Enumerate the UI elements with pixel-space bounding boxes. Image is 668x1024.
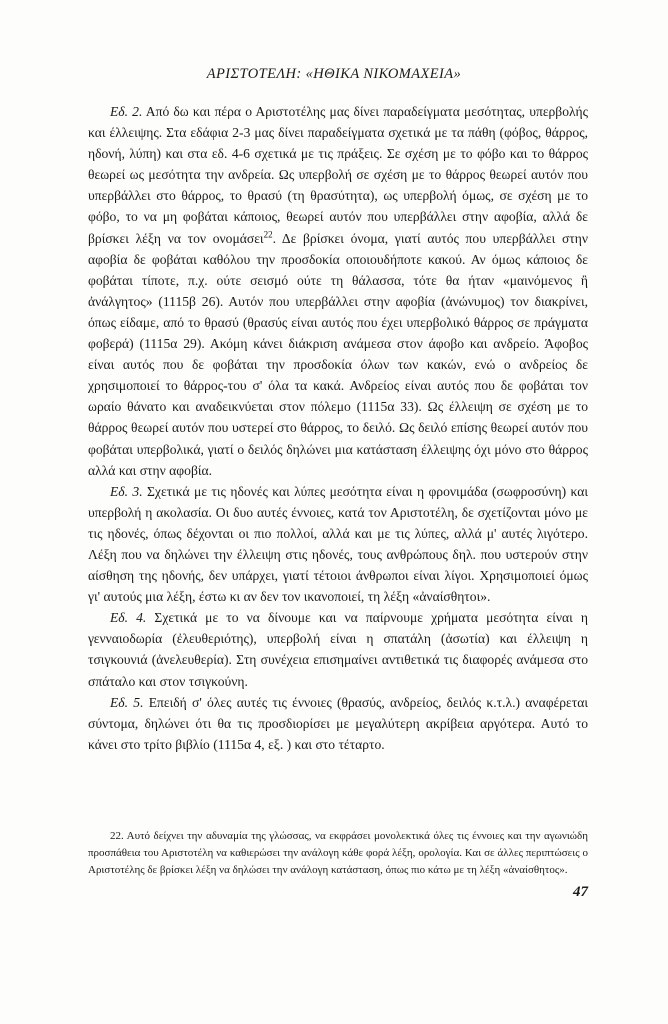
paragraph-ed-4 bbox=[88, 607, 588, 691]
section-label: Εδ. 5. bbox=[110, 694, 144, 710]
paragraph-text: Σχετικά με τις ηδονές και λύπες μεσότητα είναι η φρονιμάδα (σωφροσύνη) και υπερβολή η ακολασία. Οι δυο αυτές έννοιες, κατά τον Αριστοτέλη, δε σχετίζονται μόνο με τις ηδονές, όπως δέχονται οι πιο πολλοί, αλλά και με τις λύπες, αλλά μ' αυτές λιγότερο. Λέξη που να δηλώνει την έλλειψη στις ηδονές, τους ανθρώπους δηλ. που υστερούν στην αίσθηση της ηδονής, δεν υπάρχει, γιατί τέτοιοι άνθρωποι είναι λίγοι. Χρησιμοποιεί όμως γι' αυτούς μια λέξη, έστω κι αν δεν τον ικανοποιεί, τη λέξη «ἀναίσθητοι». bbox=[88, 483, 589, 605]
running-head: ΑΡΙΣΤΟΤΕΛΗ: «ΗΘΙΚΑ ΝΙΚΟΜΑΧΕΙΑ» bbox=[206, 66, 462, 82]
body-text bbox=[88, 101, 588, 755]
paragraph-ed-5 bbox=[88, 692, 588, 755]
paragraph-text-continued: . Δε βρίσκει όνομα, γιατί αυτός που υπερβάλλει στην αφοβία δε φοβάται καθόλου την προσδοκία οποιουδήποτε κακού. Αν όμως κάποιος δε φοβάται τίποτε, π.χ. ούτε σεισμό ούτε τη θάλασσα, τότε θα ήταν «μαινόμενος ἢ ἀνάλγητος» (1115β 26). Αυτόν που υπερβάλλει στην αφοβία (ἀνώνυμος) τον διακρίνει, όπως είδαμε, από το θρασύ (θρασύς είναι αυτός που έχει υπερβολικό θάρρος σε πράγματα φοβερά) (1115α 29). Ακόμη κάνει διάκριση ανάμεσα στον άφοβο και ανδρείο. Άφοβος είναι αυτός που δε φοβάται την προσδοκία όλων των κακών, ενώ ο ανδρείος δε χρησιμοποιεί το θάρρος-του σ' όλα τα κακά. Ανδρείος είναι αυτός που δε φοβάται τον ωραίο θάνατο και αναδεικνύεται στον πόλεμο (1115α 33). Ως έλλειψη σε σχέση με το θάρρος θεωρεί αυτόν που υστερεί στο θάρρος, το δειλό. Ως δειλό επίσης θεωρεί αυτόν που φοβάται υπερβολικά, γιατί ο δειλός δηλώνει μια κατάσταση έλλειψης όχι μόνο στο θάρρος αλλά και στην αφοβία. bbox=[88, 230, 589, 478]
paragraph-text: Από δω και πέρα ο Αριστοτέλης μας δίνει παραδείγματα μεσότητας, υπερβολής και έλλειψης. Στα εδάφια 2-3 μας δίνει παραδείγματα σχετικά με τα πάθη (φόβος, θάρρος, ηδονή, λύπη) και στα εδ. 4-6 σχετικά με τις πράξεις. Σε σχέση με το φόβο και το θάρρος θεωρεί ως μεσότητα την ανδρεία. Ως υπερβολή σε σχέση με το θάρρος θεωρεί αυτόν που υπερβάλλει στο θάρρος, το θρασύ (τη θρασύτητα), ως υπερβολή όμως, σε σχέση με το φόβο, το να μη φοβάται κάποιος, θεωρεί αυτόν που υπερβάλλει στην αφοβία, αλλά δε βρίσκει λέξη να τον ονομάσει bbox=[88, 104, 588, 246]
page-number: 47 bbox=[573, 884, 588, 900]
paragraph-ed-3 bbox=[88, 481, 588, 608]
section-label: Εδ. 4. bbox=[110, 610, 147, 626]
footnote-reference: 22 bbox=[263, 229, 273, 240]
section-label: Εδ. 2. bbox=[110, 104, 143, 119]
paragraph-text: Επειδή σ' όλες αυτές τις έννοιες (θρασύς, ανδρείος, δειλός κ.τ.λ.) αναφέρεται σύντομα, δηλώνει ότι θα τις προσδιορίσει με μεγαλύτερη ακρίβεια αργότερα. Αυτό το κάνει στο τρίτο βιβλίο (1115α 4, εξ. ) και στο τέταρτο. bbox=[88, 694, 588, 752]
paragraph-text: Σχετικά με το να δίνουμε και να παίρνουμε χρήματα μεσότητα είναι η γενναιοδωρία (ἐλευθεριότης), υπερβολή είναι η σπατάλη (ἀσωτία) και έλλειψη η τσιγκουνιά (ἀνελευθερία). Στη συνέχεια επισημαίνει αντιθετικά τις διαφορές ανάμεσα στο σπάταλο και στον τσιγκούνη. bbox=[88, 610, 588, 689]
footnote: 22. Αυτό δείχνει την αδυναμία της γλώσσας, να εκφράσει μονολεκτικά όλες τις έννοιες και την αγωνιώδη προσπάθεια του Αριστοτέλη να καθιερώσει την ανάλογη κάθε φορά λέξη, ορολογία. Και σε άλλες περιπτώσεις ο Αριστοτέλης δε βρίσκει λέξη να δηλώσει την ανάλογη κατάσταση, όπως πιο κάτω με τη λέξη «ἀναίσθητος». bbox=[88, 830, 588, 877]
paragraph-ed-2 bbox=[88, 101, 588, 481]
section-label: Εδ. 3. bbox=[110, 483, 143, 499]
